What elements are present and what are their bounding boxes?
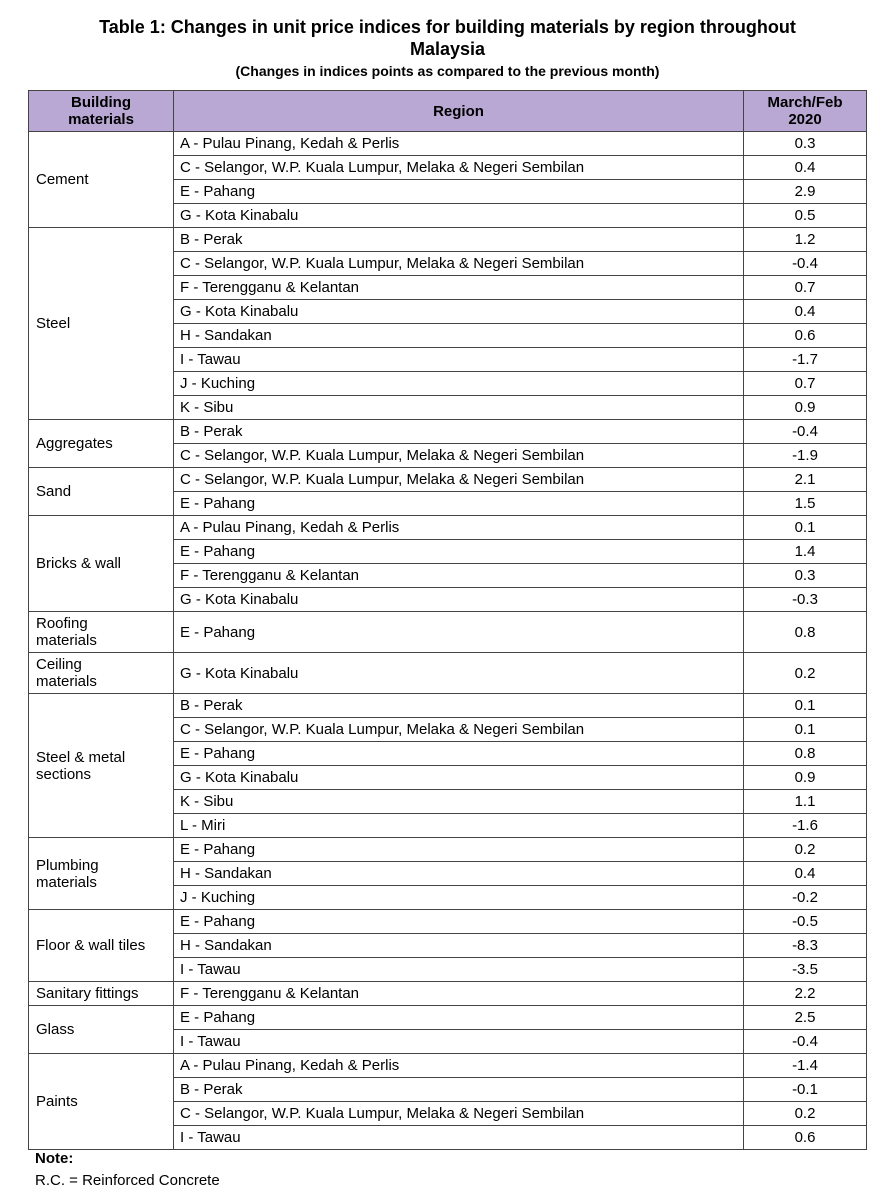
material-label: materials — [36, 632, 97, 649]
region-cell: I - Tawau — [174, 1126, 744, 1150]
material-label: Sand — [36, 483, 72, 500]
value-cell: -0.3 — [744, 588, 867, 612]
region-cell: E - Pahang — [174, 180, 744, 204]
value-cell: 0.2 — [744, 838, 867, 862]
region-cell: C - Selangor, W.P. Kuala Lumpur, Melaka & Negeri Sembilan — [174, 1102, 744, 1126]
value-cell: -1.9 — [744, 444, 867, 468]
title-line-2: Malaysia — [409, 39, 486, 59]
value-cell: 0.8 — [744, 742, 867, 766]
region-cell: B - Perak — [174, 228, 744, 252]
region-cell: I - Tawau — [174, 348, 744, 372]
value-cell: -0.4 — [744, 1030, 867, 1054]
material-cell — [29, 1054, 174, 1150]
header-building-materials — [29, 91, 174, 132]
value-cell: 0.9 — [744, 396, 867, 420]
table-row — [29, 910, 867, 934]
header-value-line-2: 2020 — [788, 111, 822, 128]
table-title — [0, 16, 895, 60]
material-cell — [29, 838, 174, 910]
region-cell: C - Selangor, W.P. Kuala Lumpur, Melaka & Negeri Sembilan — [174, 444, 744, 468]
region-cell: C - Selangor, W.P. Kuala Lumpur, Melaka & Negeri Sembilan — [174, 252, 744, 276]
value-cell: 0.4 — [744, 300, 867, 324]
material-cell — [29, 653, 174, 694]
note-heading: Note: — [35, 1150, 74, 1167]
region-cell: C - Selangor, W.P. Kuala Lumpur, Melaka & Negeri Sembilan — [174, 468, 744, 492]
value-cell: 2.1 — [744, 468, 867, 492]
table-row — [29, 228, 867, 252]
value-cell: 0.2 — [744, 1102, 867, 1126]
table-row — [29, 653, 867, 694]
table-body — [29, 132, 867, 1150]
material-cell — [29, 910, 174, 982]
region-cell: L - Miri — [174, 814, 744, 838]
price-index-table — [28, 90, 867, 1150]
region-cell: F - Terengganu & Kelantan — [174, 276, 744, 300]
region-cell: H - Sandakan — [174, 934, 744, 958]
value-cell: 0.3 — [744, 132, 867, 156]
table-row — [29, 1054, 867, 1078]
value-cell: 2.9 — [744, 180, 867, 204]
table-row — [29, 516, 867, 540]
region-cell: I - Tawau — [174, 958, 744, 982]
region-cell: J - Kuching — [174, 372, 744, 396]
material-cell — [29, 982, 174, 1006]
value-cell: -0.2 — [744, 886, 867, 910]
material-label: Floor & wall tiles — [36, 937, 146, 954]
region-cell: J - Kuching — [174, 886, 744, 910]
region-cell: G - Kota Kinabalu — [174, 653, 744, 694]
value-cell: 0.1 — [744, 516, 867, 540]
title-line-1: Table 1: Changes in unit price indices for building materials by region throughout — [99, 17, 796, 37]
table-row — [29, 838, 867, 862]
region-cell: G - Kota Kinabalu — [174, 300, 744, 324]
value-cell: -3.5 — [744, 958, 867, 982]
region-cell: A - Pulau Pinang, Kedah & Perlis — [174, 1054, 744, 1078]
table-subtitle: (Changes in indices points as compared to the previous month) — [235, 63, 660, 79]
table-row — [29, 468, 867, 492]
header-region: Region — [174, 91, 744, 132]
header-material-line-2: materials — [68, 111, 134, 128]
value-cell: 1.5 — [744, 492, 867, 516]
material-label: Roofing — [36, 615, 88, 632]
region-cell: B - Perak — [174, 694, 744, 718]
region-cell: F - Terengganu & Kelantan — [174, 982, 744, 1006]
region-cell: C - Selangor, W.P. Kuala Lumpur, Melaka & Negeri Sembilan — [174, 156, 744, 180]
region-cell: I - Tawau — [174, 1030, 744, 1054]
value-cell: 0.8 — [744, 612, 867, 653]
material-label: materials — [36, 873, 97, 891]
value-cell: 0.7 — [744, 372, 867, 396]
material-label: Bricks & wall — [36, 555, 122, 572]
material-cell — [29, 420, 174, 468]
value-cell: 0.1 — [744, 694, 867, 718]
value-cell: -1.4 — [744, 1054, 867, 1078]
region-cell: E - Pahang — [174, 838, 744, 862]
material-label: Glass — [36, 1021, 75, 1038]
value-cell: 1.2 — [744, 228, 867, 252]
region-cell: H - Sandakan — [174, 324, 744, 348]
material-label: Sanitary fittings — [36, 985, 139, 1002]
material-label: Cement — [36, 171, 89, 188]
region-cell: G - Kota Kinabalu — [174, 766, 744, 790]
region-cell: A - Pulau Pinang, Kedah & Perlis — [174, 132, 744, 156]
header-march-feb-2020 — [744, 91, 867, 132]
region-cell: K - Sibu — [174, 396, 744, 420]
region-cell: E - Pahang — [174, 1006, 744, 1030]
material-label: Steel — [36, 315, 71, 332]
material-cell — [29, 132, 174, 228]
material-label: sections — [36, 765, 92, 783]
value-cell: 0.7 — [744, 276, 867, 300]
region-cell: B - Perak — [174, 420, 744, 444]
material-cell — [29, 468, 174, 516]
value-cell: -1.7 — [744, 348, 867, 372]
region-cell: H - Sandakan — [174, 862, 744, 886]
region-cell: C - Selangor, W.P. Kuala Lumpur, Melaka & Negeri Sembilan — [174, 718, 744, 742]
value-cell: 0.1 — [744, 718, 867, 742]
value-cell: -0.1 — [744, 1078, 867, 1102]
value-cell: -8.3 — [744, 934, 867, 958]
value-cell: -0.5 — [744, 910, 867, 934]
material-cell — [29, 516, 174, 612]
note-text: R.C. = Reinforced Concrete — [35, 1172, 220, 1189]
region-cell: G - Kota Kinabalu — [174, 204, 744, 228]
value-cell: 0.3 — [744, 564, 867, 588]
value-cell: 0.5 — [744, 204, 867, 228]
value-cell: 1.1 — [744, 790, 867, 814]
table-row — [29, 694, 867, 718]
value-cell: 1.4 — [744, 540, 867, 564]
region-cell: E - Pahang — [174, 742, 744, 766]
region-cell: E - Pahang — [174, 910, 744, 934]
table-row — [29, 1006, 867, 1030]
material-cell — [29, 612, 174, 653]
region-cell: E - Pahang — [174, 492, 744, 516]
table-row — [29, 420, 867, 444]
material-label: Ceiling — [36, 656, 82, 673]
value-cell: 0.4 — [744, 156, 867, 180]
region-cell: E - Pahang — [174, 540, 744, 564]
value-cell: 2.5 — [744, 1006, 867, 1030]
region-cell: K - Sibu — [174, 790, 744, 814]
value-cell: 0.6 — [744, 1126, 867, 1150]
header-value-line-1: March/Feb — [767, 94, 843, 111]
material-label: Aggregates — [36, 435, 113, 452]
value-cell: 0.4 — [744, 862, 867, 886]
material-cell — [29, 228, 174, 420]
material-cell — [29, 694, 174, 838]
header-material-line-1: Building — [71, 94, 131, 111]
table-row — [29, 132, 867, 156]
value-cell: -1.6 — [744, 814, 867, 838]
header-row — [29, 91, 867, 132]
value-cell: 2.2 — [744, 982, 867, 1006]
table-row — [29, 612, 867, 653]
value-cell: -0.4 — [744, 420, 867, 444]
material-label: Plumbing — [36, 856, 99, 874]
region-cell: A - Pulau Pinang, Kedah & Perlis — [174, 516, 744, 540]
material-cell — [29, 1006, 174, 1054]
region-cell: G - Kota Kinabalu — [174, 588, 744, 612]
material-label: materials — [36, 673, 97, 690]
value-cell: 0.6 — [744, 324, 867, 348]
region-cell: B - Perak — [174, 1078, 744, 1102]
material-label: Paints — [36, 1093, 78, 1110]
table-row — [29, 982, 867, 1006]
value-cell: -0.4 — [744, 252, 867, 276]
value-cell: 0.2 — [744, 653, 867, 694]
value-cell: 0.9 — [744, 766, 867, 790]
region-cell: E - Pahang — [174, 612, 744, 653]
material-label: Steel & metal — [36, 748, 126, 766]
region-cell: F - Terengganu & Kelantan — [174, 564, 744, 588]
